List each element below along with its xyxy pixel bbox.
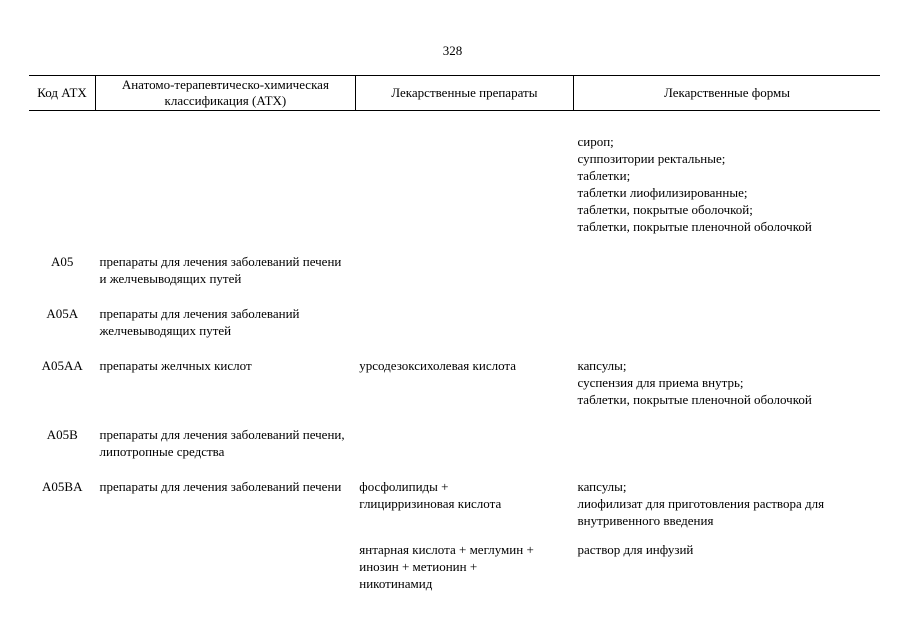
classification-cell (96, 529, 356, 592)
classification-cell: препараты для лечения заболеваний печени, липотропные средства (99, 427, 345, 459)
drug-cell: урсодезоксихолевая кислота (359, 358, 517, 373)
forms-cell (573, 287, 880, 339)
code-cell: A05BA (42, 479, 83, 494)
table-row (29, 287, 880, 339)
table-row (29, 339, 880, 408)
header-code: Код АТХ (29, 76, 96, 111)
table-row (29, 408, 880, 460)
header-drugs: Лекарственные препараты (355, 76, 573, 111)
table-row (29, 235, 880, 287)
forms-cell: капсулы; лиофилизат для приготовления раствора для внутривенного введения (577, 479, 825, 528)
code-cell: A05A (46, 306, 79, 321)
classification-cell: препараты для лечения заболеваний печени и желчевыводящих путей (99, 254, 342, 286)
table-body (29, 111, 880, 593)
header-classification: Анатомо-терапевтическо-химическая классификация (АТХ) (96, 76, 356, 111)
page-number: 328 (442, 43, 463, 58)
header-row (29, 76, 880, 111)
classification-cell (96, 111, 356, 236)
header-forms: Лекарственные формы (573, 76, 880, 111)
drug-cell: фосфолипиды + глицирризиновая кислота (359, 479, 502, 511)
forms-cell (573, 408, 880, 460)
code-cell: A05 (51, 254, 74, 269)
code-cell: A05AA (41, 358, 83, 373)
classification-cell: препараты для лечения заболеваний желчевыводящих путей (99, 306, 300, 338)
drug-cell (355, 235, 573, 287)
drug-cell: янтарная кислота + меглумин + инозин + метионин + никотинамид (359, 542, 534, 591)
classification-cell: препараты желчных кислот (99, 358, 252, 373)
drug-cell (355, 111, 573, 236)
code-cell: A05B (46, 427, 78, 442)
table-row (29, 460, 880, 529)
forms-cell: раствор для инфузий (577, 542, 694, 557)
classification-cell: препараты для лечения заболеваний печени (99, 479, 342, 494)
code-cell (29, 529, 96, 592)
forms-cell (573, 235, 880, 287)
drug-cell (355, 287, 573, 339)
forms-cell: капсулы; суспензия для приема внутрь; таблетки, покрытые пленочной оболочкой (577, 358, 812, 407)
forms-cell: сироп; суппозитории ректальные; таблетки; таблетки лиофилизированные; таблетки, покрытые оболочкой; таблетки, покрытые пленочной оболочкой (577, 134, 812, 234)
table-row (29, 111, 880, 236)
code-cell (29, 111, 96, 236)
table-row (29, 529, 880, 592)
table-header (29, 76, 880, 111)
drug-cell (355, 408, 573, 460)
atc-drug-table (29, 75, 880, 592)
